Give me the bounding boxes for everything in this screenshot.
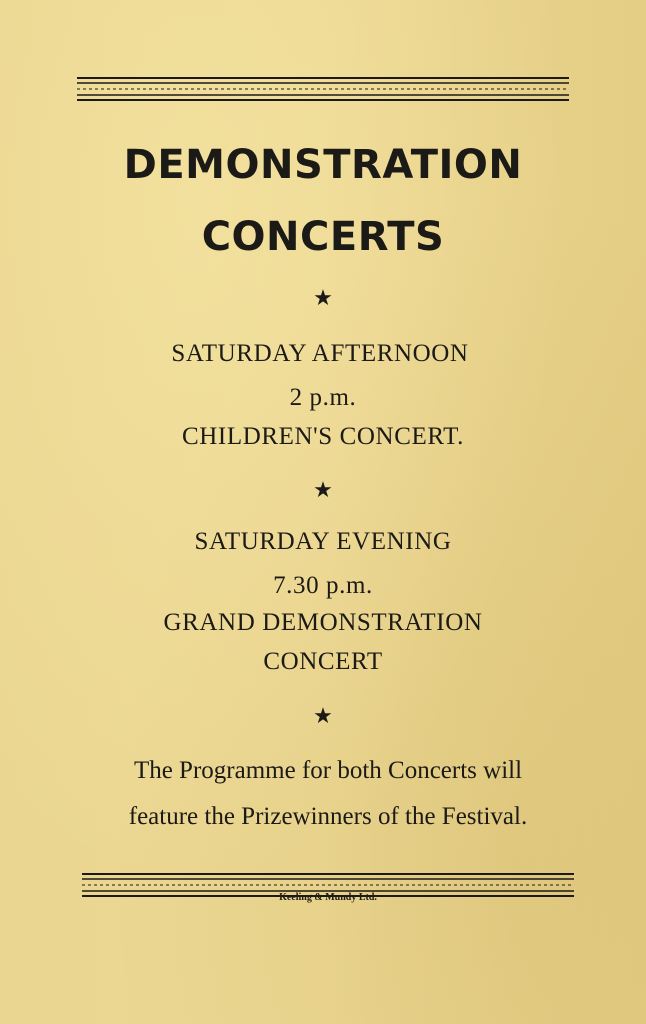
star-icon: ★ xyxy=(313,704,333,729)
evening-day: SATURDAY EVENING xyxy=(194,528,452,555)
evening-time: 7.30 p.m. xyxy=(273,572,373,599)
star-icon: ★ xyxy=(313,286,333,311)
programme-note-line-2: feature the Prizewinners of the Festival. xyxy=(128,803,528,830)
star-icon: ★ xyxy=(313,478,333,503)
afternoon-time: 2 p.m. xyxy=(289,384,357,411)
title-line-1: DEMONSTRATION xyxy=(123,142,523,188)
evening-concert-name-line-2: CONCERT xyxy=(263,648,383,675)
title-line-2: CONCERTS xyxy=(201,214,445,260)
programme-note-line-1: The Programme for both Concerts will xyxy=(133,757,523,784)
printer-imprint: Keeling & Mundy Ltd. xyxy=(279,892,377,903)
evening-concert-name-line-1: GRAND DEMONSTRATION xyxy=(163,609,483,636)
afternoon-concert-name: CHILDREN'S CONCERT. xyxy=(181,423,464,450)
top-decorative-rule xyxy=(77,76,569,102)
afternoon-day: SATURDAY AFTERNOON xyxy=(171,340,469,367)
